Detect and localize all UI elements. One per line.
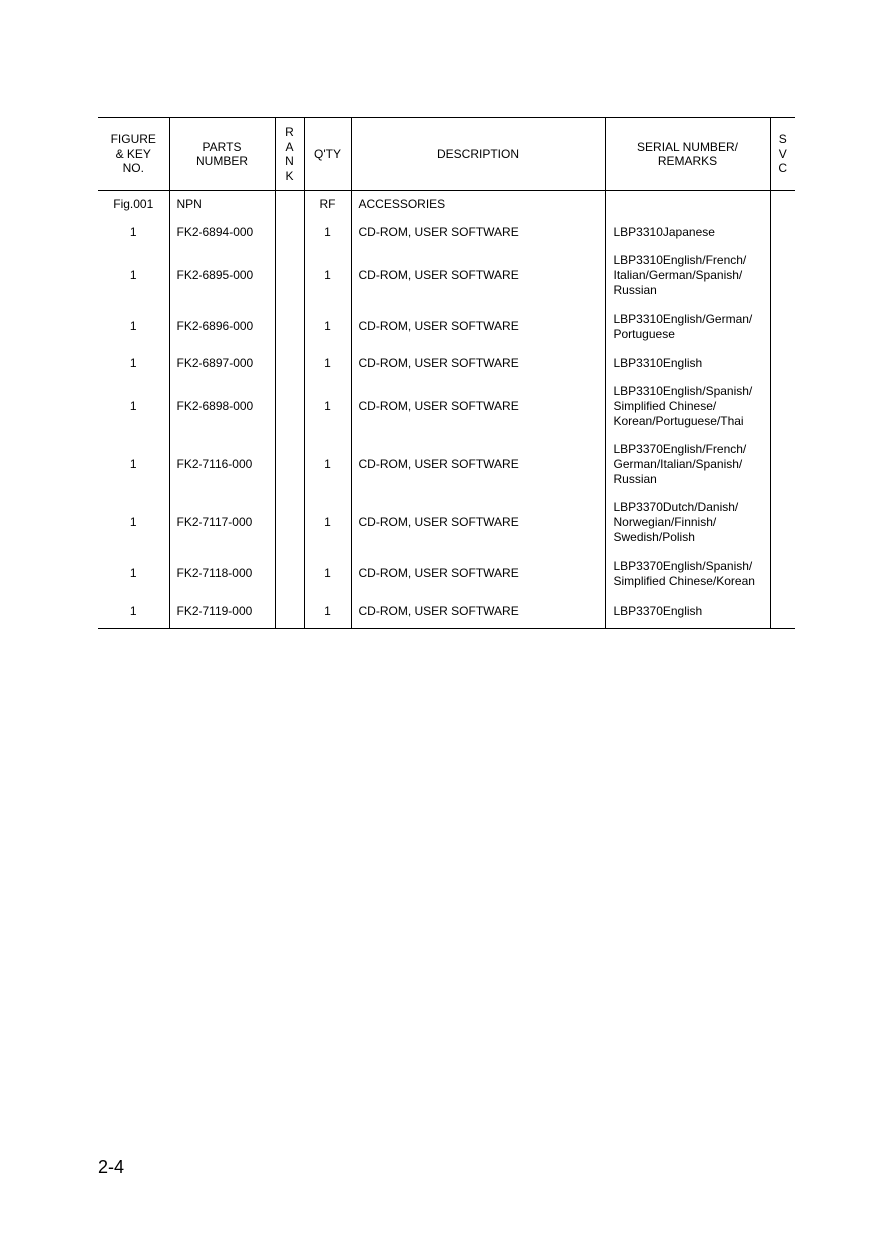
cell-part-number: FK2-7118-000 xyxy=(169,552,275,596)
header-rank: R A N K xyxy=(275,118,304,191)
header-description: DESCRIPTION xyxy=(351,118,605,191)
cell-description: CD-ROM, USER SOFTWARE xyxy=(351,305,605,349)
cell-rank xyxy=(275,349,304,378)
header-figure-key-no: FIGURE & KEY NO. xyxy=(98,118,169,191)
cell-svc xyxy=(770,552,795,596)
cell-qty: 1 xyxy=(304,436,351,494)
cell-figure: 1 xyxy=(129,457,137,471)
cell-part-number: FK2-6895-000 xyxy=(169,247,275,305)
cell-qty: 1 xyxy=(304,247,351,305)
cell-figure: 1 xyxy=(129,566,137,580)
cell-description: CD-ROM, USER SOFTWARE xyxy=(351,436,605,494)
cell-rank xyxy=(275,218,304,247)
cell-figure: 1 xyxy=(129,268,137,282)
header-svc: S V C xyxy=(770,118,795,191)
cell-rank xyxy=(275,596,304,629)
cell-svc xyxy=(770,436,795,494)
cell-rank xyxy=(275,552,304,596)
cell-svc xyxy=(770,596,795,629)
cell-description: CD-ROM, USER SOFTWARE xyxy=(351,596,605,629)
cell-figure: 1 xyxy=(98,596,169,629)
table-header-row xyxy=(98,118,795,191)
table-row xyxy=(98,494,795,552)
table-row xyxy=(98,349,795,378)
cell-part-number: FK2-7117-000 xyxy=(169,494,275,552)
table-row xyxy=(98,191,795,218)
cell-rank xyxy=(275,378,304,436)
cell-part-number: NPN xyxy=(169,191,275,218)
cell-description: CD-ROM, USER SOFTWARE xyxy=(351,552,605,596)
cell-qty: RF xyxy=(304,191,351,218)
cell-remarks: LBP3310English/French/ Italian/German/Spanish/ Russian xyxy=(605,247,770,305)
cell-part-number: FK2-6896-000 xyxy=(169,305,275,349)
cell-remarks: LBP3310English xyxy=(605,349,770,378)
cell-description: CD-ROM, USER SOFTWARE xyxy=(351,218,605,247)
cell-svc xyxy=(770,247,795,305)
cell-svc xyxy=(770,305,795,349)
cell-svc xyxy=(770,349,795,378)
table-row xyxy=(98,218,795,247)
cell-part-number: FK2-6894-000 xyxy=(169,218,275,247)
table-row xyxy=(98,378,795,436)
cell-figure: 1 xyxy=(129,399,137,413)
cell-part-number: FK2-7119-000 xyxy=(169,596,275,629)
cell-rank xyxy=(275,305,304,349)
cell-description: CD-ROM, USER SOFTWARE xyxy=(351,349,605,378)
cell-qty: 1 xyxy=(304,378,351,436)
cell-remarks: LBP3310English/Spanish/ Simplified Chinese/ Korean/Portuguese/Thai xyxy=(605,378,770,436)
cell-rank xyxy=(275,191,304,218)
cell-part-number: FK2-6898-000 xyxy=(169,378,275,436)
cell-remarks: LBP3370English xyxy=(605,596,770,629)
cell-remarks xyxy=(605,191,770,218)
cell-svc xyxy=(770,191,795,218)
cell-qty: 1 xyxy=(304,596,351,629)
cell-qty: 1 xyxy=(304,305,351,349)
cell-remarks: LBP3370Dutch/Danish/ Norwegian/Finnish/ Swedish/Polish xyxy=(605,494,770,552)
header-qty: Q'TY xyxy=(304,118,351,191)
cell-qty: 1 xyxy=(304,349,351,378)
cell-figure: 1 xyxy=(129,224,137,239)
cell-remarks: LBP3310English/German/ Portuguese xyxy=(605,305,770,349)
cell-part-number: FK2-6897-000 xyxy=(169,349,275,378)
cell-svc xyxy=(770,378,795,436)
page-number: 2-4 xyxy=(98,1157,125,1177)
parts-table xyxy=(98,117,795,629)
table-row xyxy=(98,305,795,349)
cell-part-number: FK2-7116-000 xyxy=(169,436,275,494)
cell-svc xyxy=(770,218,795,247)
table-row xyxy=(98,247,795,305)
cell-figure: 1 xyxy=(129,319,137,333)
cell-figure: 1 xyxy=(129,355,137,370)
cell-qty: 1 xyxy=(304,218,351,247)
cell-description: CD-ROM, USER SOFTWARE xyxy=(351,494,605,552)
cell-qty: 1 xyxy=(304,494,351,552)
table-row xyxy=(98,596,795,629)
cell-remarks: LBP3370English/French/ German/Italian/Spanish/ Russian xyxy=(605,436,770,494)
cell-description: CD-ROM, USER SOFTWARE xyxy=(351,378,605,436)
cell-rank xyxy=(275,436,304,494)
cell-qty: 1 xyxy=(304,552,351,596)
cell-figure: 1 xyxy=(129,515,137,529)
table-row xyxy=(98,436,795,494)
cell-description: ACCESSORIES xyxy=(351,191,605,218)
cell-rank xyxy=(275,494,304,552)
header-serial-remarks: SERIAL NUMBER/ REMARKS xyxy=(605,118,770,191)
cell-remarks: LBP3370English/Spanish/ Simplified Chinese/Korean xyxy=(605,552,770,596)
cell-remarks: LBP3310Japanese xyxy=(605,218,770,247)
header-parts-number: PARTS NUMBER xyxy=(169,118,275,191)
cell-svc xyxy=(770,494,795,552)
cell-rank xyxy=(275,247,304,305)
table-row xyxy=(98,552,795,596)
cell-description: CD-ROM, USER SOFTWARE xyxy=(351,247,605,305)
cell-figure: Fig.001 xyxy=(113,196,154,211)
